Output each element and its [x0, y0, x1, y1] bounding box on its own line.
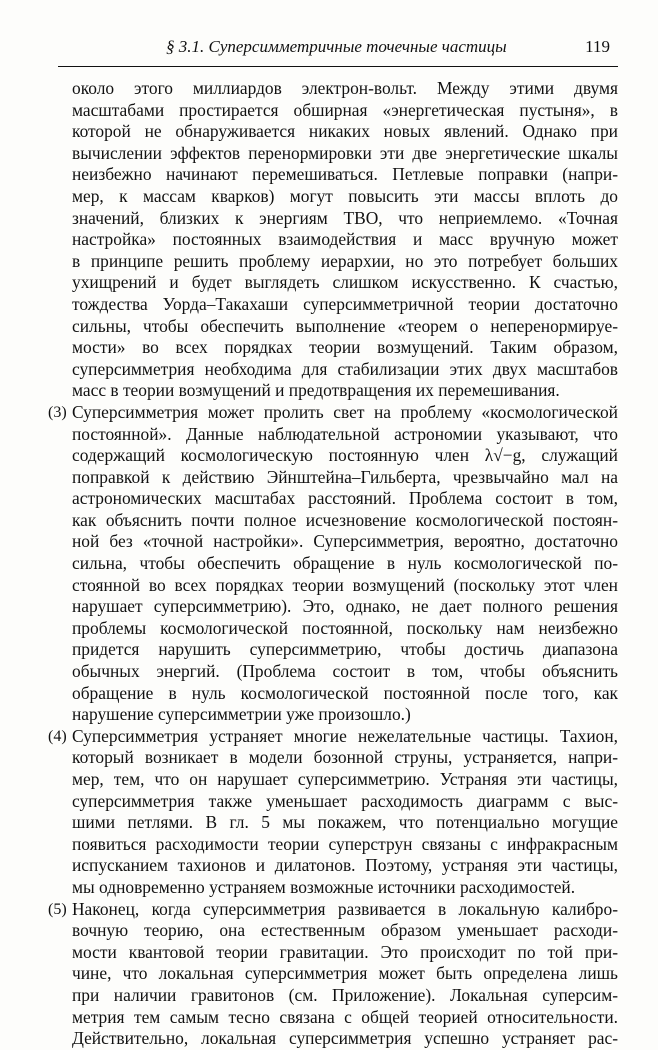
text-line: обычных энергий. (Проблема состоит в том, чтобы объяснить	[72, 661, 618, 682]
item-number: (5)	[48, 900, 67, 918]
text-line: придется нарушить суперсимметрию, чтобы достичь диапазона	[72, 639, 618, 660]
text-line: астрономических масштабах расстояний. Проблема состоит в том,	[72, 488, 618, 509]
numbered-list	[48, 401, 618, 1050]
text-line: мы одновременно устраняем возможные источники расходимостей.	[72, 876, 576, 897]
text-line: нарушение суперсимметрии уже произошло.)	[72, 704, 411, 725]
text-line: сильна, чтобы обеспечить обращение в нуль космологической по-	[72, 553, 618, 574]
text-line: масштабами простирается обширная «энергетическая пустыня», в	[72, 99, 618, 120]
text-line: вычислении эффектов перенормировки эти две энергетические шкалы	[72, 142, 618, 163]
header-rule	[58, 66, 618, 67]
text-line: метрия тем самым тесно связана с общей теорией относительности.	[72, 1006, 618, 1027]
text-line: постоянной». Данные наблюдательной астрономии указывают, что	[72, 423, 618, 444]
text-line: стоянной во всех порядках теории возмущений (поскольку этот член	[72, 574, 618, 595]
text-line: около этого миллиардов электрон-вольт. Между этими двумя	[72, 78, 618, 98]
text-line: нарушает суперсимметрию). Это, однако, не дает полного решения	[72, 596, 618, 617]
text-line: мер, тем, что он нарушает суперсимметрию. Устраняя эти частицы,	[72, 769, 618, 789]
item-number: (3)	[48, 403, 67, 421]
text-line: при наличии гравитонов (см. Приложение). Локальная суперсим-	[72, 984, 618, 1005]
body-text	[48, 78, 618, 1050]
continuation-paragraph	[60, 78, 618, 402]
text-line: масс в теории возмущений и предотвращения их перемешивания.	[72, 380, 560, 401]
text-line: испусканием тахионов и дилатонов. Поэтому, устраняя эти частицы,	[72, 855, 618, 876]
text-line: Суперсимметрия устраняет многие нежелательные частицы. Тахион,	[72, 725, 618, 746]
list-item	[48, 898, 618, 1050]
page-number: 119	[585, 37, 610, 56]
text-line: Наконец, когда суперсимметрия развивается в локальную калибро-	[72, 898, 618, 919]
text-line: настройка» постоянных взаимодействия и масс вручную может	[72, 229, 618, 250]
text-line: который возникает в модели бозонной струны, устраняется, напри-	[72, 747, 618, 768]
list-item	[48, 725, 618, 899]
text-line: сильны, чтобы обеспечить выполнение «теорем о неперенормируе-	[72, 315, 618, 336]
text-line: Суперсимметрия может пролить свет на проблему «космологической	[72, 401, 618, 422]
text-line: суперсимметрия необходима для стабилизации этих двух масштабов	[72, 358, 618, 379]
text-line: ухищрений и будет выглядеть слишком искусственно. К счастью,	[72, 272, 618, 293]
text-line: обращение в нуль космологической постоянной после того, как	[72, 682, 618, 703]
section-title: § 3.1. Суперсимметричные точечные частицы	[166, 37, 507, 56]
text-line: тождества Уорда–Такахаши суперсимметричной теории достаточно	[72, 293, 618, 314]
text-line: Действительно, локальная суперсимметрия успешно устраняет рас-	[72, 1028, 618, 1049]
text-line: вочную теорию, она естественным образом уменьшает расходи-	[72, 920, 618, 941]
text-line: суперсимметрия также уменьшает расходимость диаграмм с выс-	[72, 790, 618, 811]
text-line: мости» во всех порядках теории возмущений. Таким образом,	[72, 337, 618, 358]
text-line: мости квантовой теории гравитации. Это происходит по той при-	[72, 941, 618, 962]
text-line: как объяснить почти полное исчезновение космологической постоян-	[72, 509, 618, 530]
text-line: в принципе решить проблему иерархии, но это потребует больших	[72, 250, 618, 271]
text-line: значений, близких к энергиям ТВО, что неприемлемо. «Точная	[72, 207, 618, 228]
text-line: которой не обнаруживается никаких новых явлений. Однако при	[72, 121, 618, 142]
text-line: ной без «точной настройки». Суперсимметрия, вероятно, достаточно	[72, 531, 618, 552]
text-line: содержащий космологическую постоянную член λ√−g, служащий	[72, 445, 618, 466]
text-line: чине, что локальная суперсимметрия может быть определена лишь	[72, 963, 618, 984]
text-line: неизбежно начинают перемешиваться. Петлевые поправки (напри-	[72, 164, 618, 185]
item-number: (4)	[48, 727, 67, 745]
text-line: шими петлями. В гл. 5 мы покажем, что потенциально могущие	[72, 812, 618, 833]
list-item	[48, 401, 618, 726]
text-line: проблемы космологической постоянной, поскольку нам неизбежно	[72, 617, 618, 638]
text-line: мер, к массам кварков) могут повысить эти массы вплоть до	[72, 185, 618, 206]
text-line: появиться расходимости теории суперструн связаны с инфракрасным	[72, 833, 618, 854]
text-line: поправкой к действию Эйнштейна–Гильберта, чрезвычайно мал на	[72, 466, 618, 487]
